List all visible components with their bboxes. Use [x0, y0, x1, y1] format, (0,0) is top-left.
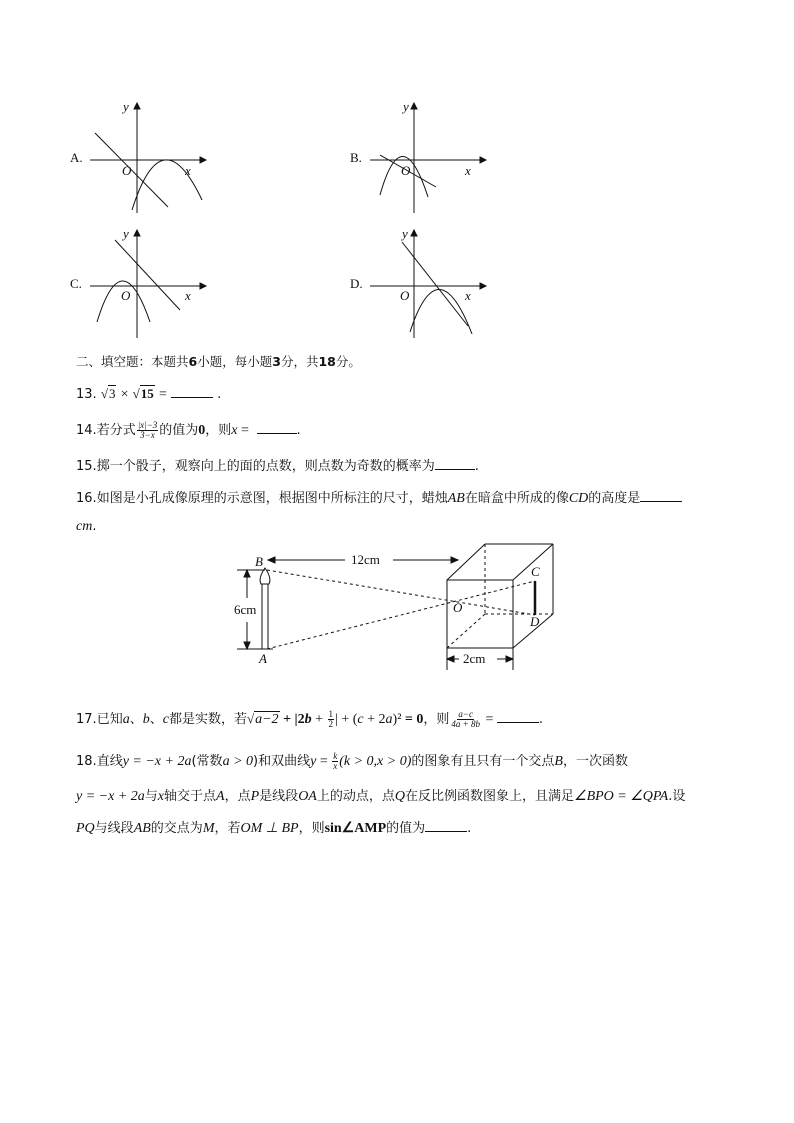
- option-c[interactable]: [60, 222, 220, 347]
- q16-answer-blank[interactable]: [640, 488, 682, 502]
- q18-k: k: [333, 751, 338, 761]
- q18-x-axis: x: [157, 789, 165, 804]
- q18-point-m: M: [202, 821, 215, 836]
- q15-answer-blank[interactable]: [435, 456, 475, 470]
- q18-line1-b: 的图象有且只有一个交点: [411, 754, 555, 769]
- q16-number: 16.: [76, 491, 97, 506]
- q18-line2-e: 上的动点，点: [316, 789, 395, 804]
- q14-end: .: [296, 423, 301, 438]
- q18-perp: OM ⊥ BP: [240, 821, 299, 836]
- q17-square: )²: [392, 712, 402, 727]
- q16-ab: AB: [447, 491, 465, 506]
- q14-x: x: [231, 423, 238, 438]
- q18-cond1: a > 0: [222, 754, 254, 769]
- label-6cm: 6cm: [234, 602, 257, 617]
- section-end: 分。: [335, 354, 361, 369]
- option-d-parabola: [410, 289, 472, 334]
- option-d-x-arrow: [480, 283, 486, 289]
- q18-point-q: Q: [394, 789, 405, 804]
- option-c-origin: O: [121, 288, 131, 303]
- q15-text: 掷一个骰子，观察向上的面的点数，则点数为奇数的概率为: [96, 459, 435, 474]
- question-13: [76, 384, 221, 404]
- option-c-y-label: y: [123, 226, 129, 241]
- depth-arrow-left: [447, 656, 454, 662]
- q18-eq2: y = −x + 2a: [76, 789, 145, 804]
- pinhole-diagram: [225, 538, 565, 673]
- pinhole-figure: [225, 538, 565, 673]
- q18-sin: sin∠AMP: [324, 821, 387, 836]
- q18-line2-d: 是线段: [259, 789, 299, 804]
- option-a-label: A.: [70, 150, 83, 165]
- q13-equals: =: [158, 387, 167, 402]
- question-14: [76, 420, 301, 440]
- q14-equals: =: [237, 423, 253, 438]
- q18-line3-b: 的交点为: [150, 821, 203, 836]
- q17-radicand: a−2: [255, 712, 279, 727]
- q18-line3-a: 与线段: [94, 821, 134, 836]
- q17-b: b: [142, 712, 150, 727]
- q17-sqrt: √a−2: [246, 711, 279, 727]
- q18-y: y: [310, 754, 317, 769]
- option-a-graph: [60, 95, 220, 220]
- option-b-label: B.: [350, 150, 362, 165]
- q14-zero: 0: [198, 423, 206, 438]
- option-d-label: D.: [350, 276, 363, 291]
- q18-line3-d: ，则: [298, 821, 325, 836]
- q18-line2-c: ，点: [224, 789, 251, 804]
- point-a: A: [259, 651, 267, 666]
- q15-end: .: [474, 459, 479, 474]
- section-score: 3: [272, 354, 281, 369]
- question-16: [76, 488, 682, 508]
- ray-a-to-c: [267, 581, 535, 649]
- q16-end: .: [92, 519, 97, 534]
- q18-line1-a: 直线: [96, 754, 123, 769]
- q18-angle-eq: ∠BPO = ∠QPA: [574, 789, 669, 804]
- point-d: D: [530, 614, 540, 629]
- q14-answer-blank[interactable]: [257, 420, 297, 434]
- q18-oa: OA: [298, 789, 317, 804]
- q14-mid2: ，则: [205, 423, 232, 438]
- q18-cond2: (k > 0,x > 0): [339, 754, 412, 769]
- option-c-x-label: x: [185, 288, 191, 303]
- q18-eq-sign: =: [316, 754, 332, 769]
- q18-line2-a: 与: [144, 789, 158, 804]
- option-d-y-arrow: [411, 230, 417, 236]
- option-c-y-arrow: [134, 230, 140, 236]
- q17-abs-close: | + (: [335, 712, 358, 727]
- option-d-x-label: x: [465, 288, 471, 303]
- option-b-x-label: x: [465, 163, 471, 178]
- q17-frac-num: a−c: [458, 709, 473, 719]
- q13-answer-blank[interactable]: [171, 384, 213, 398]
- q17-c2: c: [357, 712, 364, 727]
- q17-end: .: [538, 712, 544, 727]
- q18-hyperbola-frac: [332, 752, 338, 771]
- q17-plus3: + 2: [363, 712, 386, 727]
- dist-arrow-left: [268, 557, 275, 563]
- q18-line3-e: 的值为: [386, 821, 426, 836]
- q13-times: ×: [120, 387, 129, 402]
- q17-half-num: 1: [328, 709, 334, 719]
- q18-x-den: x: [333, 761, 338, 771]
- q18-line1-c: ，一次函数: [562, 754, 628, 769]
- q14-frac-num: |x|−3: [137, 420, 158, 430]
- q14-fraction: [137, 421, 159, 440]
- q16-text2: 在暗盒中所成的像: [464, 491, 569, 506]
- q15-number: 15.: [76, 459, 97, 474]
- option-c-x-arrow: [200, 283, 206, 289]
- question-18-line2: [76, 788, 685, 806]
- option-c-graph: [60, 222, 220, 347]
- q18-end: .: [467, 821, 472, 836]
- option-d-line: [402, 242, 468, 326]
- height-arrow-bottom: [244, 642, 250, 649]
- point-c: C: [531, 564, 540, 579]
- q16-text1: 如图是小孔成像原理的示意图，根据图中所标注的尺寸，蜡烛: [96, 491, 448, 506]
- point-b: B: [255, 554, 263, 569]
- option-b-y-label: y: [403, 99, 409, 114]
- q13-end: .: [217, 387, 222, 402]
- option-a-y-label: y: [123, 99, 129, 114]
- ray-b-to-d: [267, 570, 535, 615]
- option-a-origin: O: [122, 163, 132, 178]
- q13-sqrt-2: √15: [132, 386, 154, 401]
- q17-half-den: 2: [328, 719, 334, 729]
- q16-cd: CD: [568, 491, 589, 506]
- q13-radicand-1: 3: [108, 386, 116, 401]
- q18-ab: AB: [133, 821, 151, 836]
- option-b[interactable]: [340, 95, 500, 220]
- question-18-line3: [76, 818, 471, 838]
- q17-b2: b: [304, 712, 312, 727]
- q18-line2-f: 在反比例函数图象上，且满足: [405, 789, 575, 804]
- section-mid: 小题，每小题: [197, 354, 273, 369]
- q18-paren1: (常数: [191, 754, 223, 769]
- option-d[interactable]: [340, 222, 500, 347]
- q14-number: 14.: [76, 423, 97, 438]
- box-hidden-diag: [447, 614, 485, 648]
- q18-paren1-end: )和双曲线: [253, 754, 311, 769]
- q13-number: 13.: [76, 387, 97, 402]
- q17-plus2: +: [311, 712, 327, 727]
- option-a-parabola: [132, 160, 202, 210]
- q14-frac-den: 3−x: [140, 430, 155, 440]
- depth-arrow-right: [506, 656, 513, 662]
- q18-line2-g: .设: [668, 789, 686, 804]
- q16-unit: cm: [76, 519, 93, 534]
- section-title: [76, 352, 361, 370]
- question-18-line1: [76, 750, 628, 774]
- section-mid2: 分，共: [280, 354, 319, 369]
- q17-c: c: [162, 712, 169, 727]
- q17-eq-zero: = 0: [401, 712, 424, 727]
- option-b-x-arrow: [480, 157, 486, 163]
- question-16-line2: [76, 518, 96, 536]
- q13-radicand-2: 15: [140, 386, 154, 401]
- section-title-text: 二、填空题：本题共: [76, 354, 189, 369]
- option-b-graph: [340, 95, 500, 220]
- q17-half: [328, 710, 335, 729]
- q17-sep1: 、: [129, 712, 143, 727]
- q18-number: 18.: [76, 754, 97, 769]
- q17-sep2: 、: [149, 712, 163, 727]
- q18-point-a: A: [216, 789, 225, 804]
- q17-equals: =: [481, 712, 497, 727]
- label-2cm: 2cm: [463, 651, 486, 666]
- section-total: 18: [318, 354, 336, 369]
- q18-line2-b: 轴交于点: [164, 789, 217, 804]
- q17-frac-den: 4a + 8b: [451, 719, 480, 729]
- label-12cm: 12cm: [351, 552, 380, 567]
- q17-pre: 已知: [96, 712, 123, 727]
- q18-pq: PQ: [76, 821, 95, 836]
- q18-point-b: B: [554, 754, 563, 769]
- option-a-y-arrow: [134, 103, 140, 109]
- q18-answer-blank[interactable]: [425, 818, 467, 832]
- q17-mid: 都是实数，若: [168, 712, 247, 727]
- q17-plus1: + |2: [279, 712, 305, 727]
- q17-a: a: [122, 712, 130, 727]
- option-d-y-label: y: [402, 226, 408, 241]
- option-c-label: C.: [70, 276, 82, 291]
- q18-eq1: y = −x + 2a: [122, 754, 192, 769]
- candle-body: [262, 584, 268, 649]
- q16-text3: 的高度是: [588, 491, 641, 506]
- point-o: O: [453, 600, 463, 615]
- q14-pre: 若分式: [96, 423, 136, 438]
- q18-point-p: P: [250, 789, 260, 804]
- q17-number: 17.: [76, 712, 97, 727]
- q14-mid: 的值为: [159, 423, 199, 438]
- q17-answer-blank[interactable]: [497, 709, 539, 723]
- option-d-origin: O: [400, 288, 410, 303]
- q17-a2: a: [385, 712, 393, 727]
- q18-line3-c: ，若: [214, 821, 241, 836]
- option-a-line: [95, 133, 168, 207]
- height-arrow-top: [244, 570, 250, 577]
- q17-then: ，则: [423, 712, 450, 727]
- option-a-x-label: x: [185, 163, 191, 178]
- dist-arrow-right: [451, 557, 458, 563]
- question-17: [76, 708, 543, 731]
- option-b-origin: O: [401, 163, 411, 178]
- section-count: 6: [188, 354, 198, 369]
- option-b-y-arrow: [411, 103, 417, 109]
- question-15: [76, 456, 479, 476]
- option-d-graph: [340, 222, 500, 347]
- option-a[interactable]: [60, 95, 220, 220]
- q13-sqrt-1: √3: [100, 386, 116, 401]
- q17-fraction: [450, 710, 481, 729]
- option-a-x-arrow: [200, 157, 206, 163]
